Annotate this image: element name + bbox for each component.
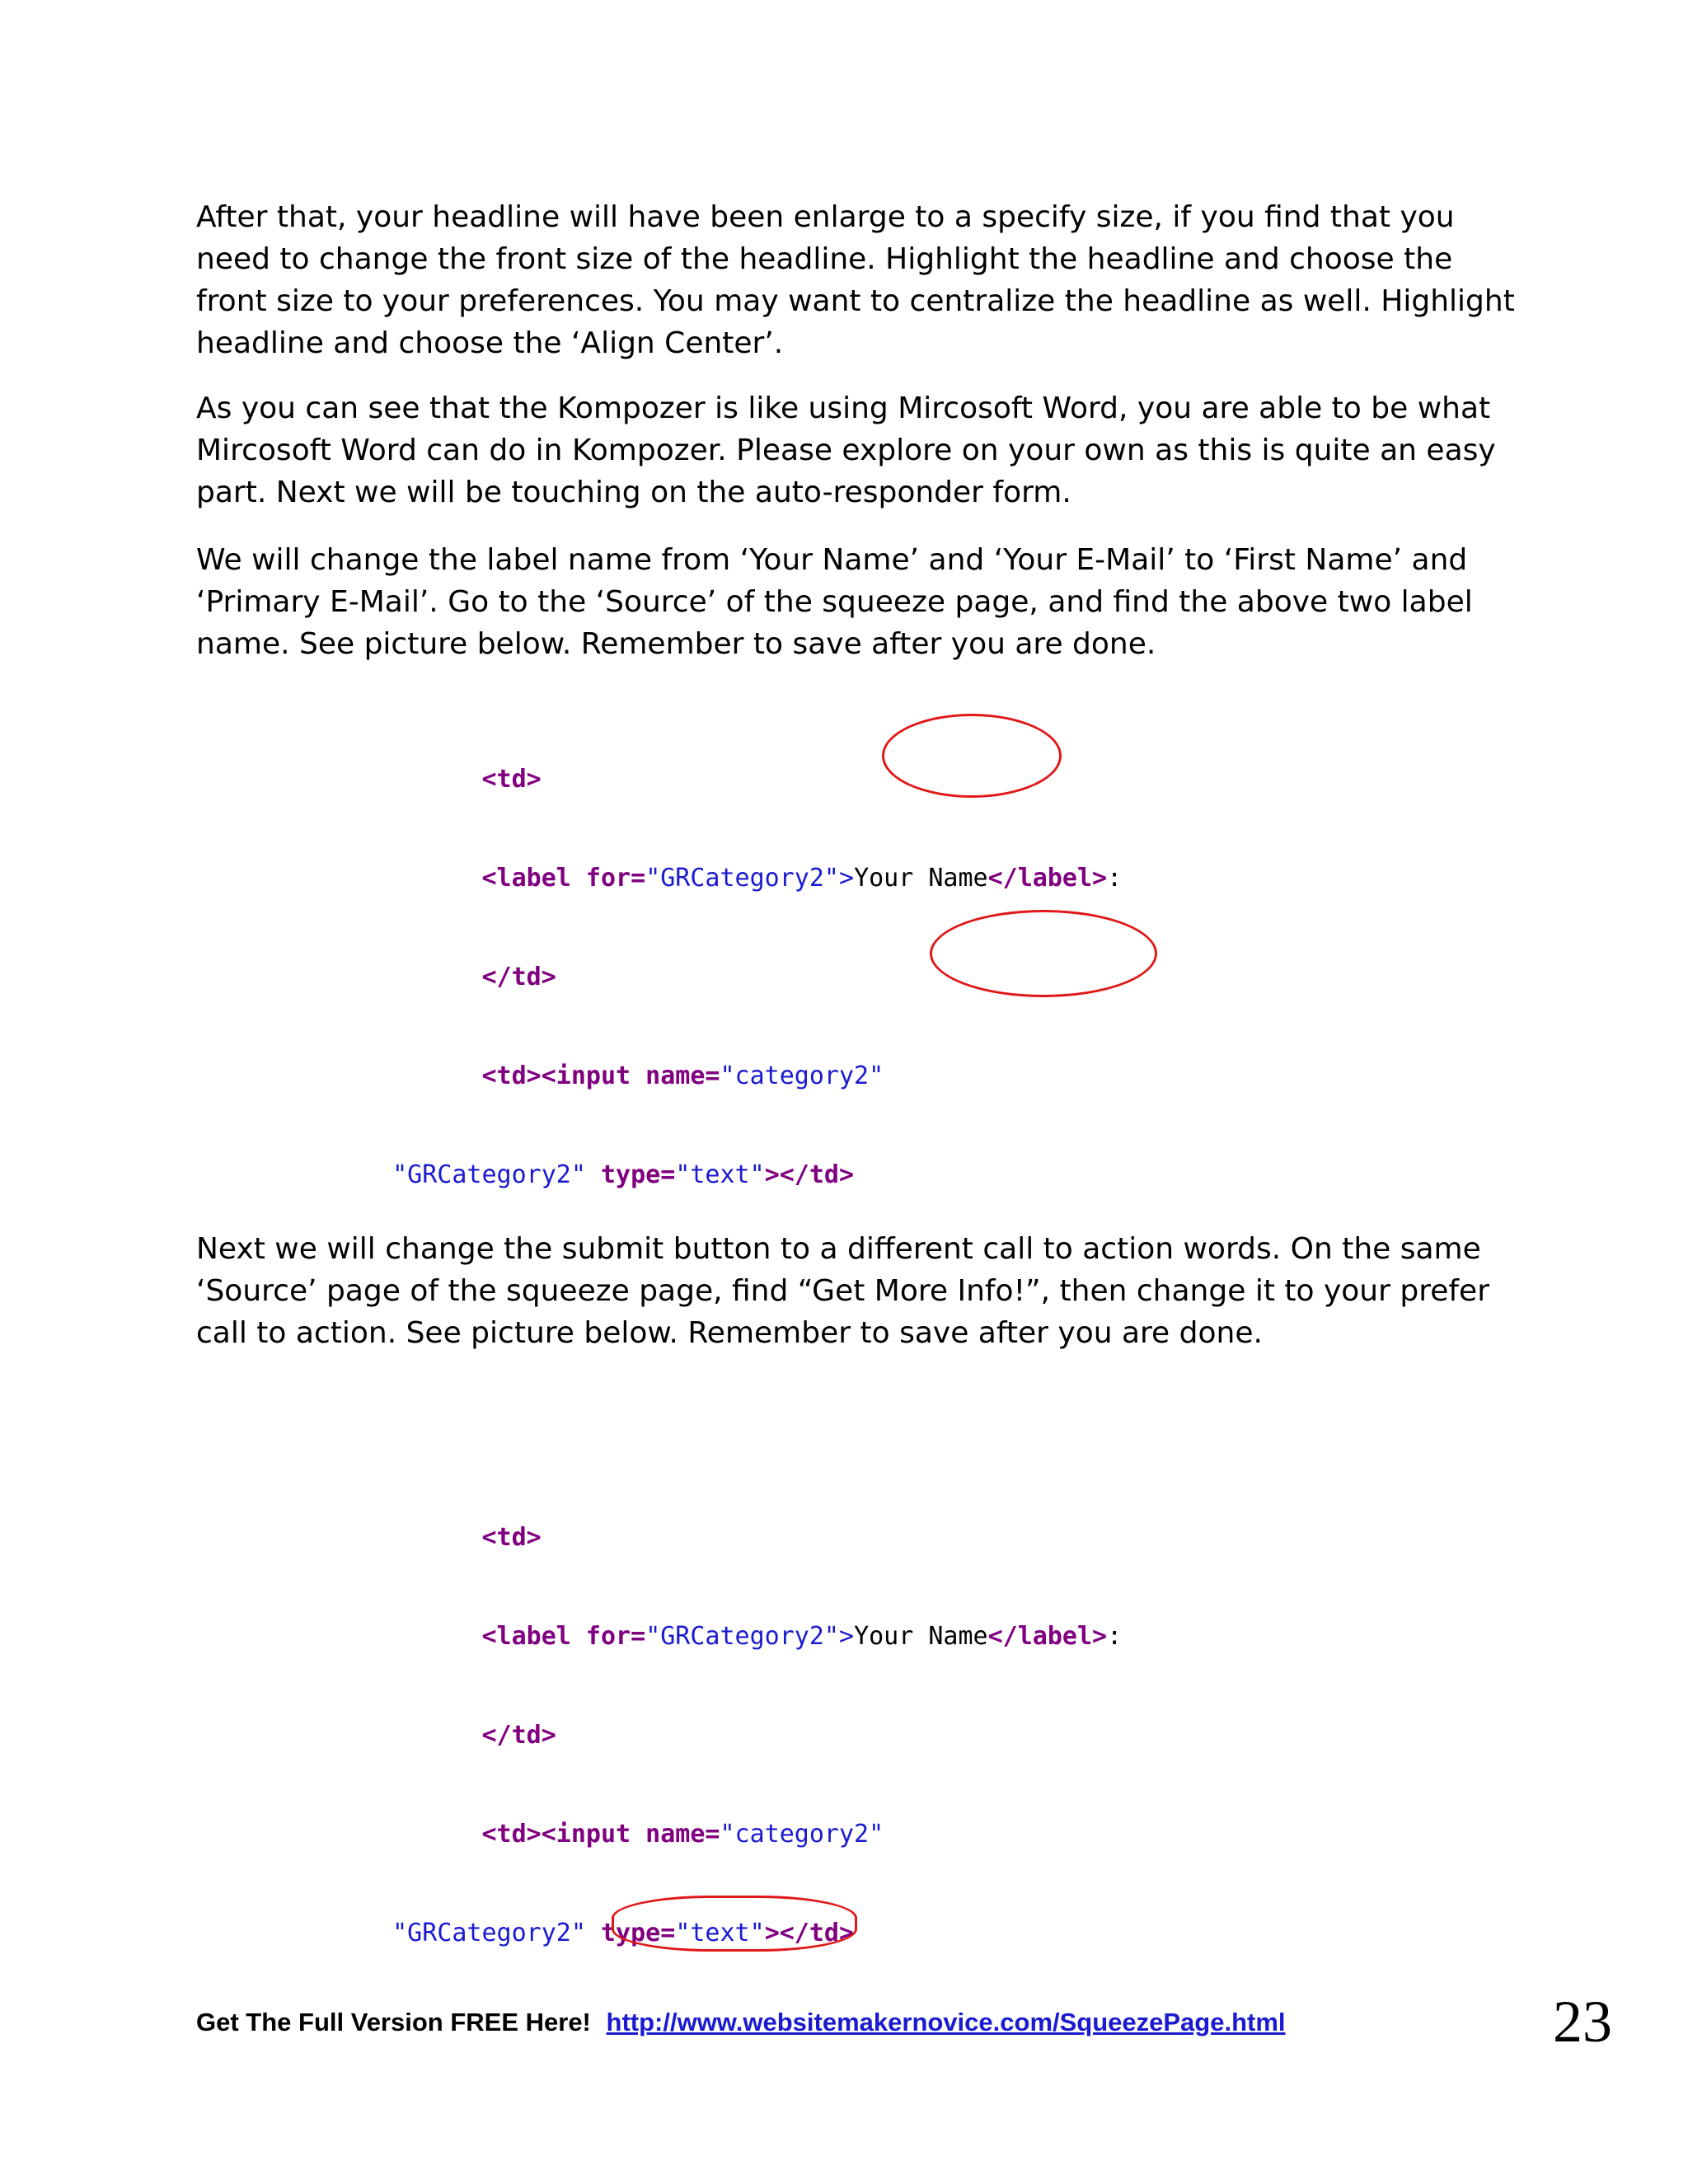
paragraph-kompozer: As you can see that the Kompozer is like using Mircosoft Word, you are able to be what Mircosoft Word can do in Kompozer. Please explore on your own as this is quite an easy part. Next we will be touching on the auto-responder form.: [196, 391, 1496, 509]
code-line: <label for="GRCategory2">Your Name</label>:: [481, 864, 1123, 893]
code-line: <td>: [481, 765, 542, 794]
code-line: <td><input name="category2": [481, 1062, 884, 1090]
code-line: "GRCategory2" type="text"></td>: [392, 1160, 855, 1189]
code-line: <td>: [481, 1523, 542, 1552]
footer-link[interactable]: http://www.websitemakernovice.com/SqueezePage.html: [606, 2008, 1286, 2036]
code-line: </td>: [481, 1721, 556, 1750]
code-line: <td><input name="category2": [481, 1820, 884, 1849]
paragraph-label-change: We will change the label name from ‘Your Name’ and ‘Your E-Mail’ to ‘First Name’ and ‘Primary E-Mail’. Go to the ‘Source’ of the squeeze page, and find the above two label name. See picture below. Remember to save after you are done.: [196, 543, 1473, 661]
code-screenshot-labels: [363, 697, 1434, 1192]
footer: [196, 2008, 1286, 2037]
code-screenshot-submit: [363, 1455, 1434, 1950]
page-number: 23: [1553, 1989, 1612, 2055]
footer-text: Get The Full Version FREE Here!: [196, 2008, 591, 2036]
code-line: "GRCategory2" type="text"></td>: [392, 1919, 855, 1947]
your-name-text: Your Name: [854, 864, 988, 893]
paragraph-headline-size: After that, your headline will have been enlarge to a specify size, if you find that you need to change the front size of the headline. Highlight the headline and choose the front size to your preferences. You may want to centralize the headline as well. Highlight headline and choose the ‘Align Center’.: [196, 200, 1515, 360]
code-line: </td>: [481, 963, 556, 991]
paragraph-submit-change: Next we will change the submit button to a different call to action words. On the same ‘Source’ page of the squeeze page, find “Get More Info!”, then change it to your prefer call to action. See picture below. Remember to save after you are done.: [196, 1232, 1489, 1350]
code-line: <label for="GRCategory2">Your Name</label>:: [481, 1622, 1123, 1651]
